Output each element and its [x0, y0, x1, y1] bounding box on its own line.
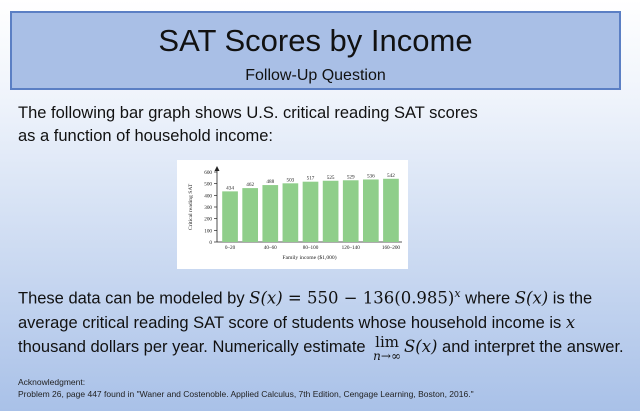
model-equation: = 550 − 136(0.985) [282, 288, 455, 308]
model-function-ref: S(x) [514, 288, 549, 308]
bar-chart [177, 160, 408, 269]
question-part-5: and interpret the answer. [437, 337, 624, 356]
bar-value-label: 503 [286, 177, 295, 184]
question-part-3: is the average critical reading SAT score of students whose household income is [18, 289, 593, 332]
bar-value-label: 542 [387, 172, 395, 179]
bar [242, 188, 258, 242]
bar-value-label: 536 [366, 173, 375, 180]
model-exponent: x [454, 287, 461, 300]
bar-value-label: 434 [226, 185, 234, 192]
limit-word: lim [375, 332, 399, 351]
y-tick-label: 500 [204, 181, 212, 188]
y-tick-label: 0 [209, 240, 212, 246]
y-axis-arrow [215, 166, 220, 171]
bar [383, 179, 399, 242]
slide-title: SAT Scores by Income [158, 23, 473, 58]
question-part-1: These data can be modeled by [18, 289, 250, 308]
ack-heading: Acknowledgment: [18, 377, 86, 387]
acknowledgment [18, 376, 474, 400]
y-tick-label: 600 [204, 170, 212, 176]
ack-text: Problem 26, page 447 found in "Waner and Costenoble. Applied Calculus, 7th Edition, Cengage Learning, Boston, 2016." [18, 389, 474, 399]
bar [262, 185, 278, 242]
slide-subtitle: Follow-Up Question [245, 67, 386, 84]
bar-value-label: 529 [346, 174, 355, 181]
question-text [18, 282, 628, 363]
bar [363, 179, 379, 242]
x-tick-label: 80–100 [302, 245, 319, 251]
bar-value-label: 517 [306, 175, 315, 182]
limit-subscript: n→∞ [373, 348, 401, 363]
bar [283, 183, 299, 242]
bar-value-label: 462 [246, 182, 255, 189]
intro-line-1: The following bar graph shows U.S. critical reading SAT scores [18, 104, 478, 122]
x-tick-label: 160–200 [381, 245, 401, 251]
question-part-4: thousand dollars per year. Numerically estimate [18, 337, 371, 356]
y-tick-label: 400 [204, 193, 212, 200]
intro-text [18, 102, 478, 148]
x-axis-title: Family income ($1,000) [282, 255, 337, 261]
variable-x: x [565, 312, 576, 332]
bar-value-label: 488 [266, 179, 275, 186]
limit-operator [373, 332, 401, 363]
x-tick-label: 0–20 [224, 245, 236, 251]
bar [303, 182, 319, 242]
bar-value-label: 525 [326, 174, 335, 181]
bar [343, 180, 359, 242]
model-function: S(x) [249, 288, 283, 308]
intro-line-2: as a function of household income: [18, 127, 274, 145]
limit-expression: S(x) [403, 336, 438, 356]
bar [222, 191, 238, 242]
y-axis-title: Critical reading SAT [188, 183, 194, 231]
bar [323, 181, 339, 242]
chart-panel [177, 160, 408, 269]
y-tick-label: 200 [204, 216, 212, 223]
x-tick-label: 120–140 [341, 245, 360, 251]
x-tick-label: 40–60 [263, 245, 277, 251]
question-part-2: where [460, 289, 515, 308]
y-tick-label: 300 [204, 205, 212, 211]
y-tick-label: 100 [204, 228, 212, 235]
title-box [10, 11, 621, 90]
